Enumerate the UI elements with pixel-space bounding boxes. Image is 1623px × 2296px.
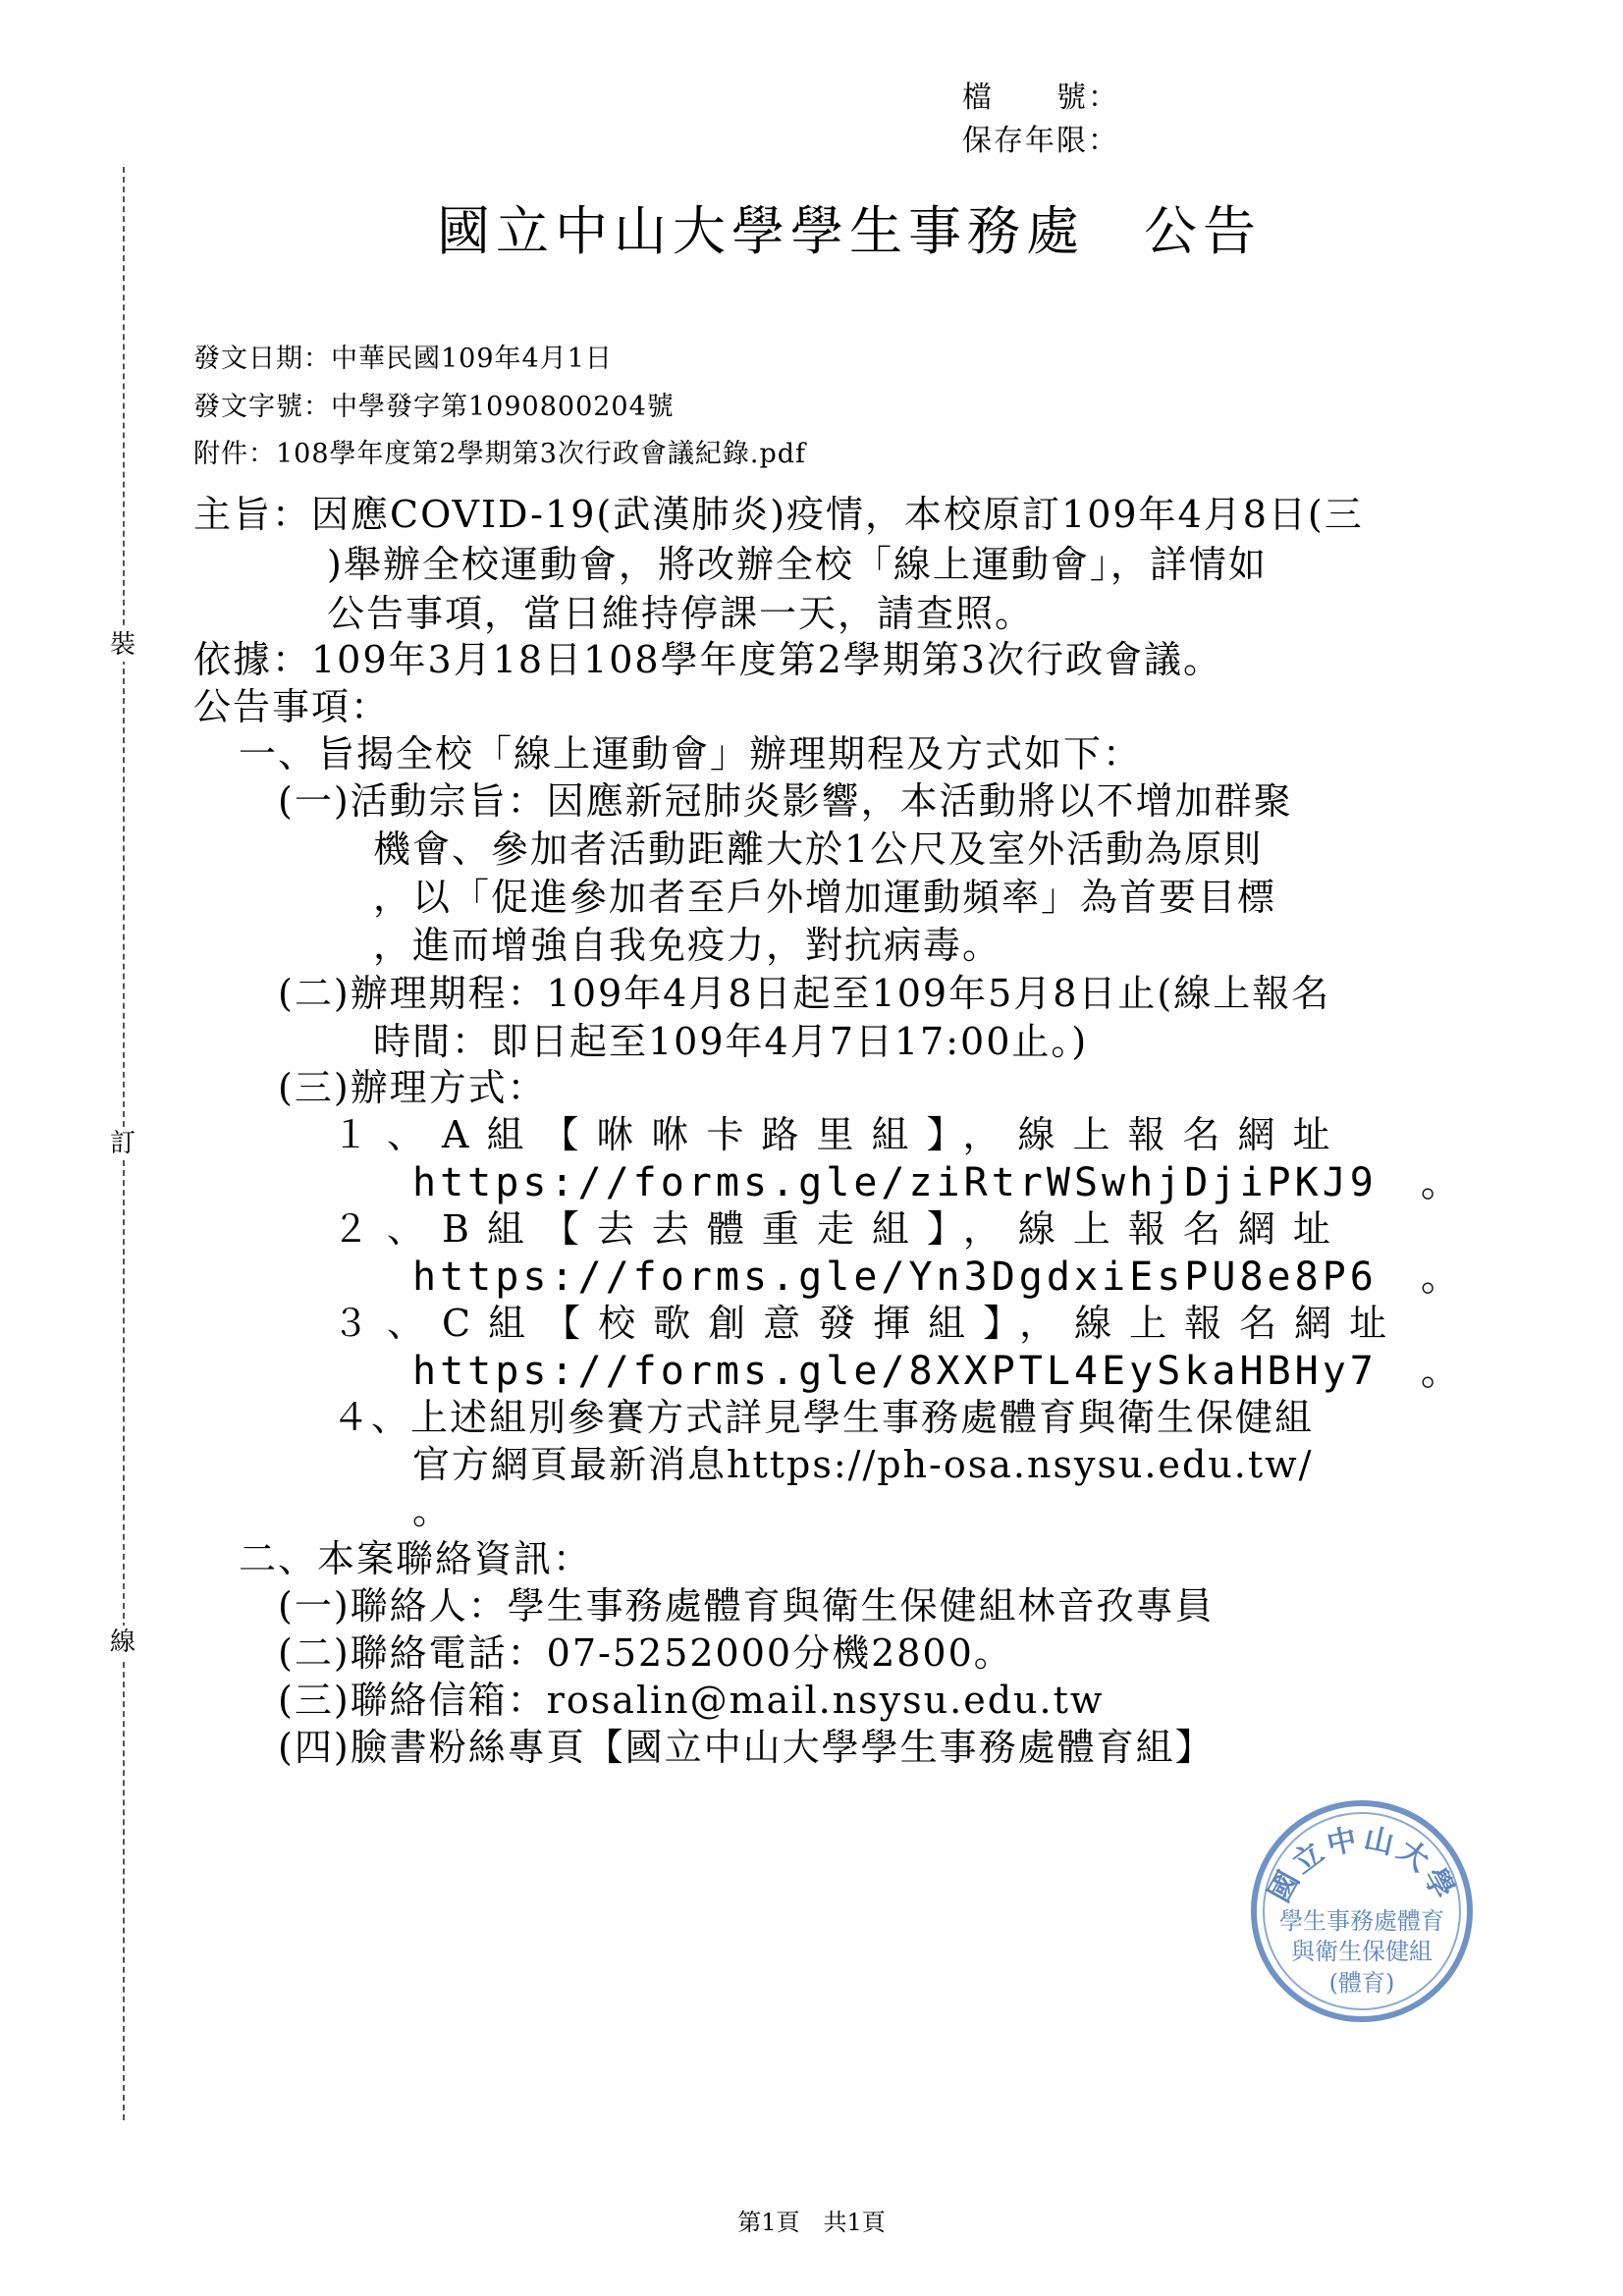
section2-heading: 二、本案聯絡資訊： [239,1537,593,1580]
items-header: 公告事項： [193,685,391,728]
method-heading: (三)辦理方式： [278,1066,547,1109]
note-line: 。 [412,1489,453,1532]
binding-mark-zhuang: 裝 [106,628,139,662]
section1-heading: 一、旨揭全校「線上運動會」辦理期程及方式如下： [239,732,1143,775]
attachment-link[interactable]: 附件：108學年度第2學期第3次行政會議紀錄.pdf [193,439,807,469]
subject-line-2: )舉辦全校運動會，將改辦全校「線上運動會」，詳情如 [327,543,1268,586]
facebook-page: (四)臉書粉絲專頁【國立中山大學學生事務處體育組】 [278,1726,1215,1769]
binding-mark-ding: 訂 [106,1127,139,1160]
issue-date: 發文日期：中華民國109年4月1日 [193,344,613,374]
group-a-url-link[interactable]: https://forms.gle/ziRtrWSwhjDjiPKJ9 。 [412,1160,1464,1205]
note-line: ４、上述組別參賽方式詳見學生事務處體育與衛生保健組 [332,1396,1315,1439]
group-b-label: ２、B組【去去體重走組】，線上報名網址 [332,1207,1348,1251]
seal-inner-line-2: 與衛生保健組 [1291,1938,1433,1965]
schedule-line: (二)辦理期程：109年4月8日起至109年5月8日止(線上報名 [278,972,1331,1015]
seal-inner-line-1: 學生事務處體育 [1279,1907,1444,1935]
group-c-url-link[interactable]: https://forms.gle/8XXPTL4EySkaHBHy7 。 [412,1349,1464,1394]
note-url-link[interactable]: 官方網頁最新消息https://ph-osa.nsysu.edu.tw/ [412,1443,1314,1486]
basis-line: 依據：109年3月18日108學年度第2學期第3次行政會議。 [193,638,1222,681]
purpose-line: ，以「促進參加者至戶外增加運動頻率」為首要目標 [373,876,1277,919]
retention-period-label: 保存年限： [962,124,1119,158]
group-c-label: ３、C組【校歌創意發揮組】，線上報名網址 [332,1302,1405,1345]
page-title: 國立中山大學學生事務處 公告 [437,200,1262,262]
binding-mark-xian: 線 [106,1626,139,1659]
purpose-line: ，進而增強自我免疫力，對抗病毒。 [373,924,1002,967]
purpose-line: 機會、參加者活動距離大於1公尺及室外活動為原則 [373,828,1264,871]
page-number-footer: 第1頁 共1頁 [737,2209,886,2236]
subject-line-1: 主旨：因應COVID-19(武漢肺炎)疫情，本校原訂109年4月8日(三 [193,493,1364,536]
document-number: 發文字號：中學發字第1090800204號 [193,392,675,422]
schedule-line: 時間：即日起至109年4月7日17:00止。) [373,1020,1089,1063]
purpose-line: (一)活動宗旨：因應新冠肺炎影響，本活動將以不增加群聚 [278,779,1293,823]
official-seal-stamp [1247,1796,1478,2027]
seal-top-text: 國立中山大學 [1262,1821,1463,1908]
group-b-url-link[interactable]: https://forms.gle/Yn3DgdxiEsPU8e8P6 。 [412,1255,1464,1300]
subject-line-3: 公告事項，當日維持停課一天，請查照。 [327,592,1035,635]
contact-phone: (二)聯絡電話：07-5252000分機2800。 [278,1631,1013,1675]
seal-inner-line-3: (體育) [1328,1969,1395,1997]
contact-person: (一)聯絡人：學生事務處體育與衛生保健組林音孜專員 [278,1584,1215,1628]
contact-email-link[interactable]: (三)聯絡信箱：rosalin@mail.nsysu.edu.tw [278,1679,1105,1722]
group-a-label: １、A組【咻咻卡路里組】，線上報名網址 [332,1113,1348,1156]
file-number-label: 檔 號： [962,80,1119,115]
